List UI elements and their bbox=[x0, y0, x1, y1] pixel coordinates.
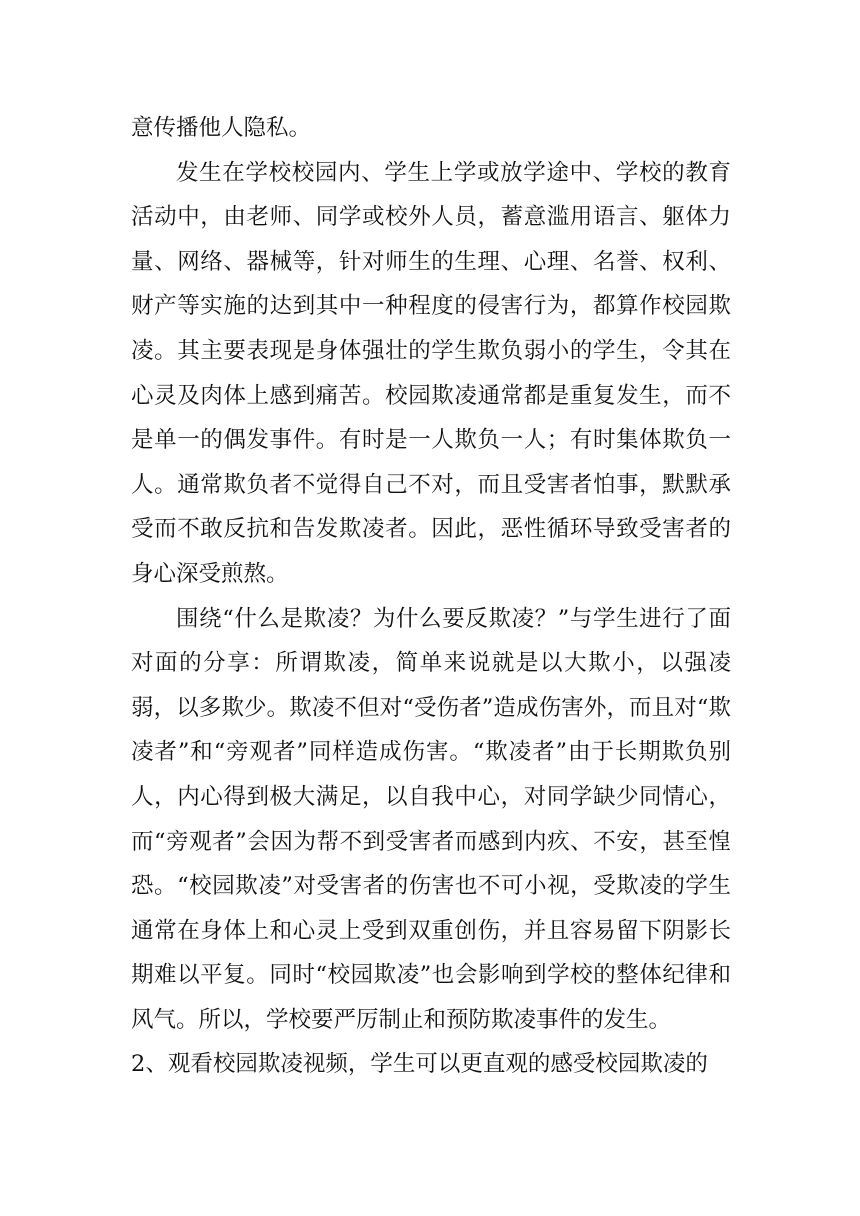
document-body bbox=[131, 106, 731, 1087]
paragraph-bullying-definition: 发生在学校校园内、学生上学或放学途中、学校的教育活动中，由老师、同学或校外人员，蓄意滥用语言、躯体力量、网络、器械等，针对师生的生理、心理、名誉、权利、财产等实施的达到其中一种程度的侵害行为，都算作校园欺凌。其主要表现是身体强壮的学生欺负弱小的学生，令其在心灵及肉体上感到痛苦。校园欺凌通常都是重复发生，而不是单一的偶发事件。有时是一人欺负一人；有时集体欺负一人。通常欺负者不觉得自己不对，而且受害者怕事，默默承受而不敢反抗和告发欺凌者。因此，恶性循环导致受害者的身心深受煎熬。 bbox=[131, 159, 731, 587]
paragraph-video-item: 2、观看校园欺凌视频，学生可以更直观的感受校园欺凌的 bbox=[131, 1051, 708, 1078]
paragraph-continuation: 意传播他人隐私。 bbox=[131, 115, 312, 141]
paragraph-anti-bullying-discussion: 围绕“什么是欺凌？为什么要反欺凌？”与学生进行了面对面的分享：所谓欺凌，简单来说就是以大欺小，以强凌弱，以多欺少。欺凌不但对“受伤者”造成伤害外，而且对“欺凌者”和“旁观者”同样造成伤害。“欺凌者”由于长期欺负别人，内心得到极大满足，以自我中心，对同学缺少同情心，而“旁观者”会因为帮不到受害者而感到内疚、不安，甚至惶恐。“校园欺凌”对受害者的伤害也不可小视，受欺凌的学生通常在身体上和心灵上受到双重创伤，并且容易留下阴影长期难以平复。同时“校园欺凌”也会影响到学校的整体纪律和风气。所以，学校要严厉制止和预防欺凌事件的发生。 bbox=[131, 605, 731, 1033]
